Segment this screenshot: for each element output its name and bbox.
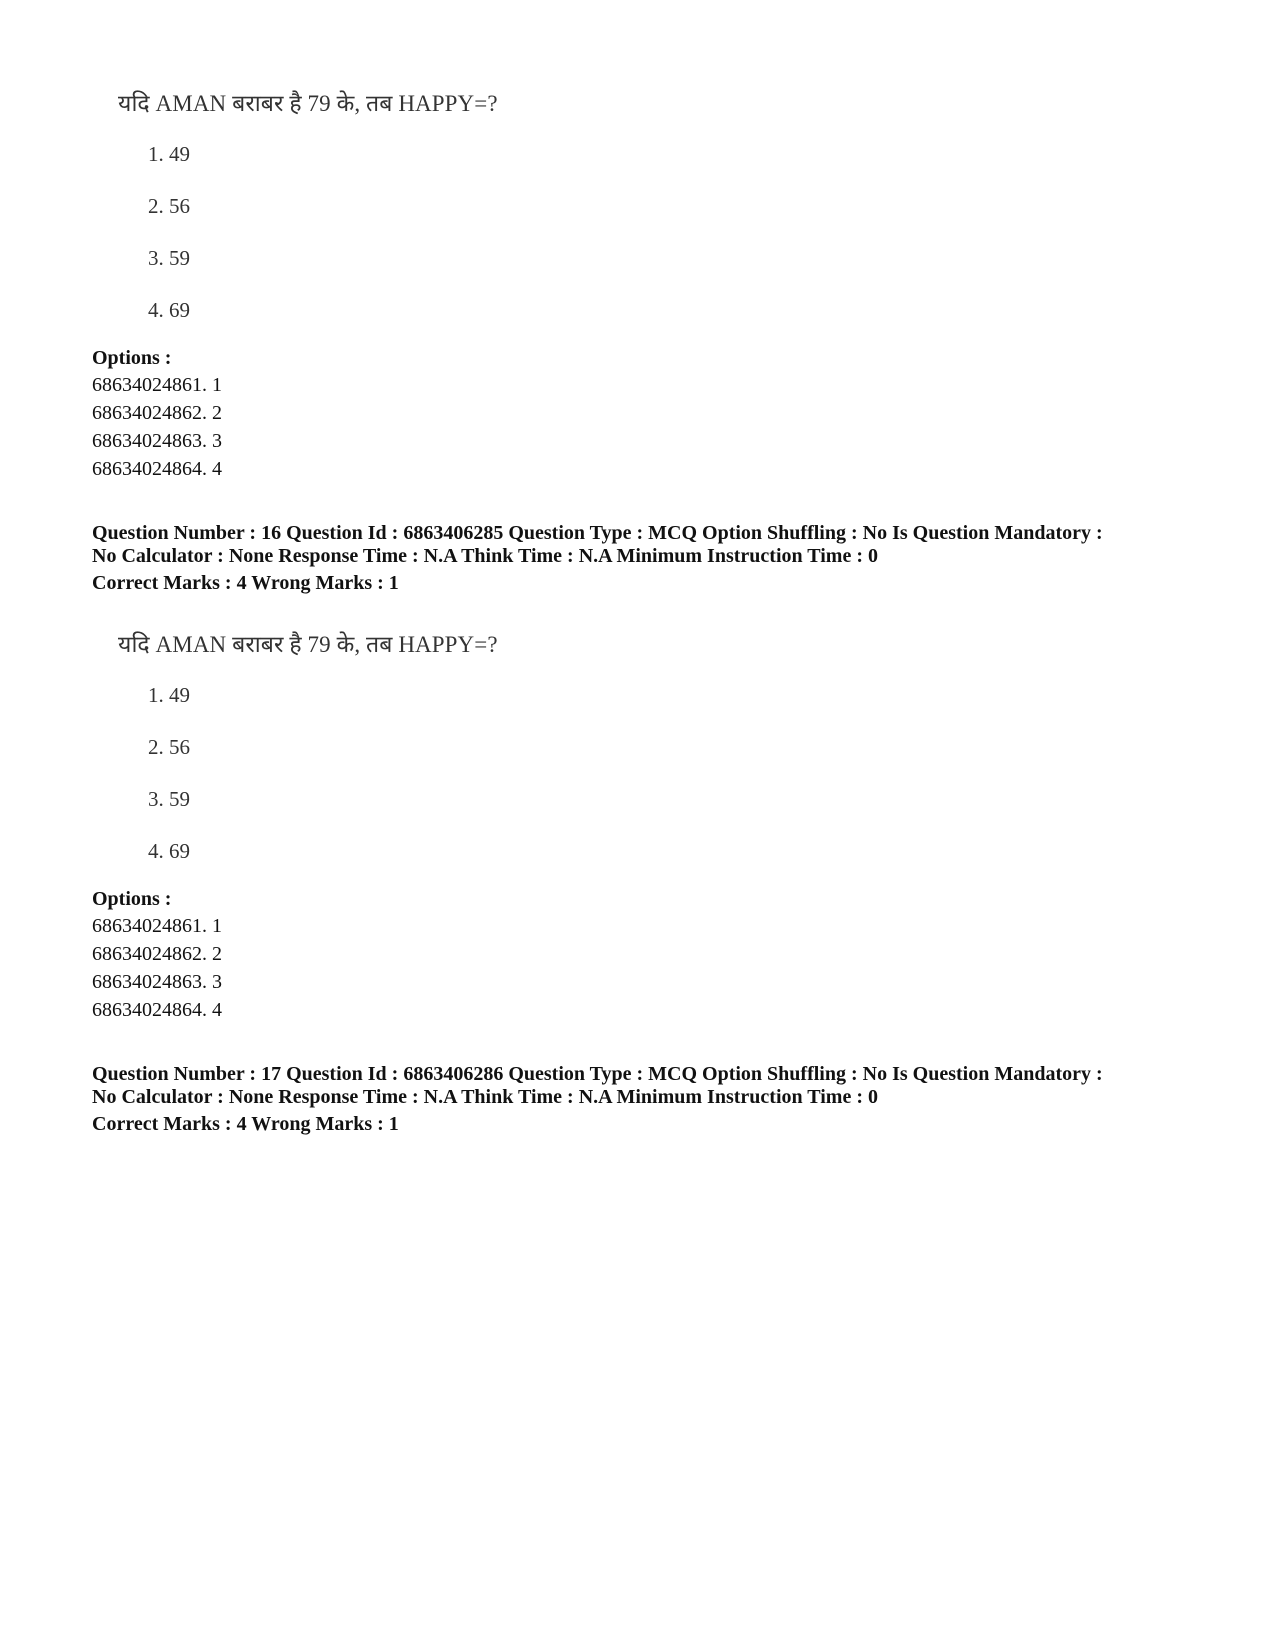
question-choice: 1. 49: [148, 142, 190, 166]
option-line: 68634024863. 3: [92, 971, 222, 993]
options-heading: Options :: [92, 347, 172, 369]
question-choice: 3. 59: [148, 246, 190, 270]
question-meta-line: Question Number : 17 Question Id : 6863406286 Question Type : MCQ Option Shuffling : No Is Question Mandatory :: [92, 1063, 1103, 1085]
option-line: 68634024862. 2: [92, 943, 222, 965]
question-choice: 1. 49: [148, 683, 190, 707]
option-line: 68634024864. 4: [92, 999, 222, 1021]
question-marks-line: Correct Marks : 4 Wrong Marks : 1: [92, 1113, 399, 1135]
question-image-text: यदि AMAN बराबर है 79 के, तब HAPPY=?: [118, 632, 498, 657]
option-line: 68634024861. 1: [92, 915, 222, 937]
options-heading: Options :: [92, 888, 172, 910]
question-choice: 4. 69: [148, 839, 190, 863]
question-image-text: यदि AMAN बराबर है 79 के, तब HAPPY=?: [118, 91, 498, 116]
question-choice: 2. 56: [148, 735, 190, 759]
question-meta-line: Question Number : 16 Question Id : 6863406285 Question Type : MCQ Option Shuffling : No Is Question Mandatory :: [92, 522, 1103, 544]
question-choice: 2. 56: [148, 194, 190, 218]
option-line: 68634024861. 1: [92, 374, 222, 396]
question-choice: 4. 69: [148, 298, 190, 322]
option-line: 68634024863. 3: [92, 430, 222, 452]
question-choice: 3. 59: [148, 787, 190, 811]
option-line: 68634024864. 4: [92, 458, 222, 480]
question-meta-line: No Calculator : None Response Time : N.A Think Time : N.A Minimum Instruction Time : 0: [92, 545, 878, 567]
option-line: 68634024862. 2: [92, 402, 222, 424]
question-meta-line: No Calculator : None Response Time : N.A Think Time : N.A Minimum Instruction Time : 0: [92, 1086, 878, 1108]
question-marks-line: Correct Marks : 4 Wrong Marks : 1: [92, 572, 399, 594]
